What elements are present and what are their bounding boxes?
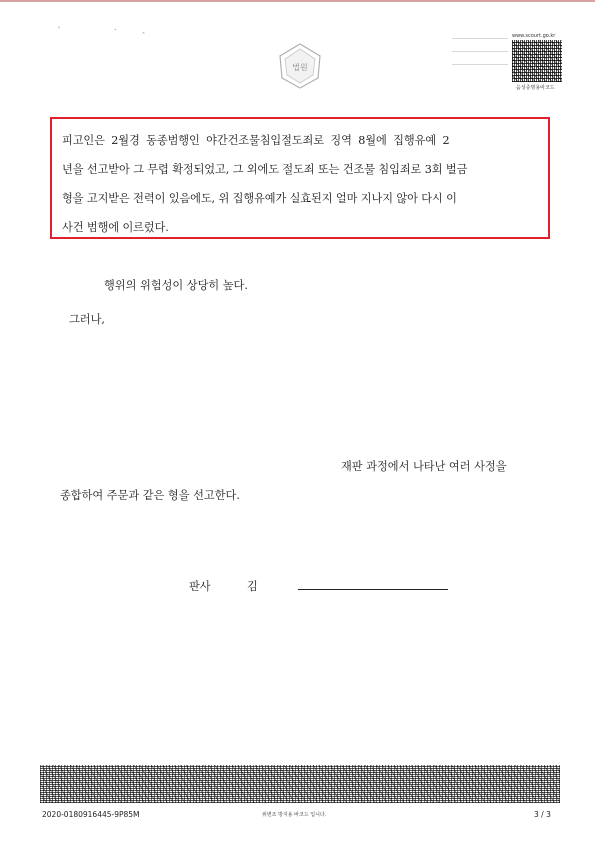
risk-statement: 행위의 위험성이 상당히 높다. xyxy=(104,279,248,292)
document-code: 2020-0180916445-9P85M xyxy=(42,810,140,819)
pen-marks: ' ·ꞈ xyxy=(58,26,171,34)
paragraph-line-3: 형을 고지받은 전력이 있음에도, 위 집행유예가 실효된지 얼마 지나지 않아 다시 이 xyxy=(62,192,457,205)
qr-caption: 음성증명용바코드 xyxy=(516,85,555,91)
paragraph-line-4: 사건 범행에 이르렀다. xyxy=(62,221,169,234)
judge-title: 판사 xyxy=(189,580,211,593)
sentence-statement: 종합하여 주문과 같은 형을 선고한다. xyxy=(60,489,240,502)
page-number: 3 / 3 xyxy=(534,810,551,819)
faint-box-lines xyxy=(452,38,508,80)
paragraph-line-1: 피고인은 2월경 동종범행인 야간건조물침입절도죄로 징역 8월에 집행유예 2 xyxy=(62,134,450,147)
signature-line xyxy=(298,589,448,590)
judge-name: 김 xyxy=(247,580,258,593)
top-edge-line xyxy=(0,0,595,2)
verification-url: www.scourt.go.kr xyxy=(512,33,556,39)
seal-text: 법원 xyxy=(292,63,308,72)
however-statement: 그러나, xyxy=(69,313,105,326)
court-seal-icon xyxy=(278,42,322,92)
barcode-note: 위변조 방지용 바코드 입니다. xyxy=(262,812,327,818)
verification-qr-code[interactable] xyxy=(512,40,562,82)
paragraph-line-2: 년을 선고받아 그 무렵 확정되었고, 그 외에도 절도죄 또는 건조물 침입죄로 3회 벌금 xyxy=(62,163,468,176)
anti-forgery-barcode xyxy=(40,765,560,803)
highlighted-paragraph xyxy=(62,126,540,242)
circumstances-statement: 재판 과정에서 나타난 여러 사정을 xyxy=(341,460,507,473)
